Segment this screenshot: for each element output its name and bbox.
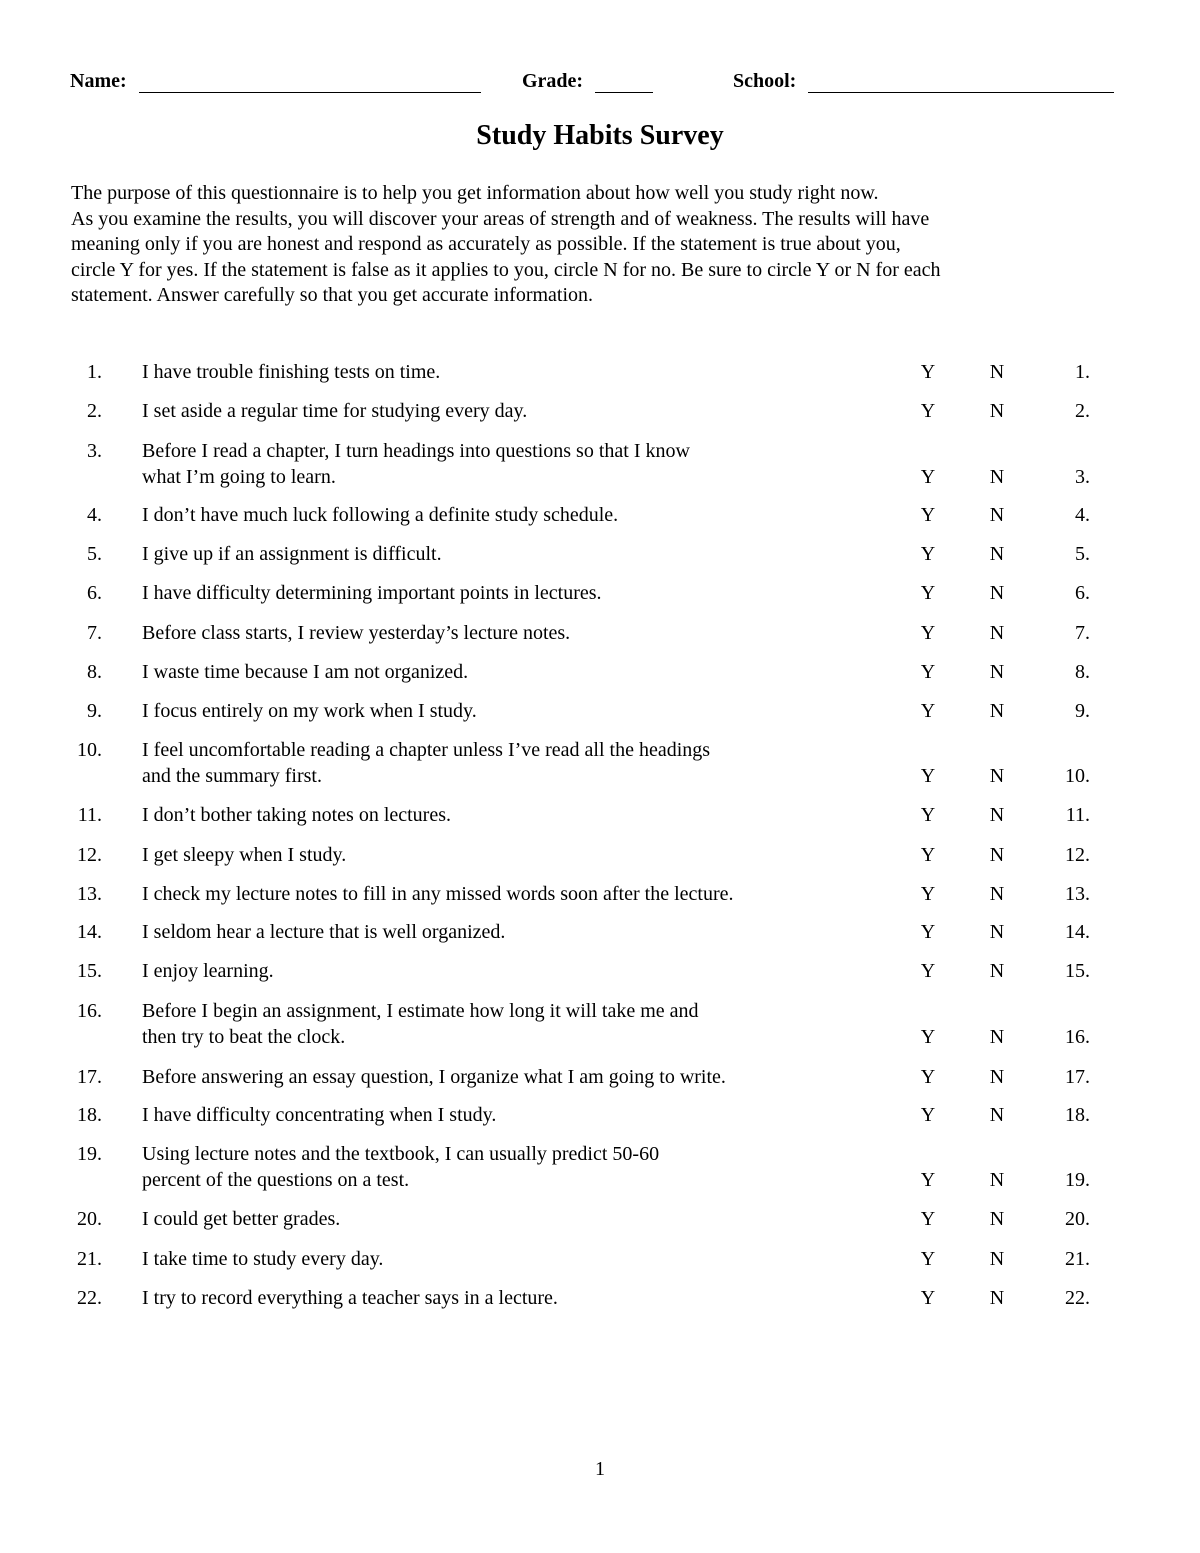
name-blank-line[interactable]: [139, 74, 481, 93]
question-number-right: 17.: [1065, 1066, 1090, 1088]
question-text-line: I set aside a regular time for studying every day.: [142, 400, 528, 422]
question-number: 11.: [77, 804, 102, 826]
no-option[interactable]: N: [989, 1169, 1005, 1191]
no-option[interactable]: N: [989, 361, 1005, 383]
question-number-right: 1.: [1075, 361, 1090, 383]
question-number-right: 2.: [1075, 400, 1090, 422]
question-number: 22.: [77, 1287, 102, 1309]
intro-line: statement. Answer carefully so that you get accurate information.: [71, 284, 594, 306]
question-text: [142, 541, 862, 567]
question-number-right: 12.: [1065, 844, 1090, 866]
question-text: [142, 698, 862, 724]
question-text: [142, 580, 862, 606]
question-text-line: I waste time because I am not organized.: [142, 661, 469, 683]
no-option[interactable]: N: [989, 504, 1005, 526]
question-number-right: 8.: [1075, 661, 1090, 683]
school-field[interactable]: [733, 70, 1114, 93]
yes-option[interactable]: Y: [920, 466, 936, 488]
yes-option[interactable]: Y: [920, 504, 936, 526]
no-option[interactable]: N: [989, 400, 1005, 422]
question-text-line: I don’t bother taking notes on lectures.: [142, 804, 452, 826]
question-text-line: I get sleepy when I study.: [142, 844, 347, 866]
no-option[interactable]: N: [989, 622, 1005, 644]
question-text-line: I seldom hear a lecture that is well organized.: [142, 921, 506, 943]
yes-option[interactable]: Y: [920, 960, 936, 982]
question-number: 5.: [87, 543, 102, 565]
page-title: Study Habits Survey: [476, 120, 724, 151]
question-number-right: 15.: [1065, 960, 1090, 982]
question-number: 6.: [87, 582, 102, 604]
question-number-right: 14.: [1065, 921, 1090, 943]
question-number-right: 20.: [1065, 1208, 1090, 1230]
question-number: 4.: [87, 504, 102, 526]
question-text-line: Before I read a chapter, I turn headings into questions so that I know: [142, 440, 690, 462]
yes-option[interactable]: Y: [920, 1066, 936, 1088]
question-text-line: what I’m going to learn.: [142, 466, 336, 488]
question-text-line: I enjoy learning.: [142, 960, 274, 982]
yes-option[interactable]: Y: [920, 1026, 936, 1048]
intro-line: meaning only if you are honest and respond as accurately as possible. If the statement is true about you,: [71, 233, 901, 255]
grade-label: Grade:: [522, 70, 584, 92]
yes-option[interactable]: Y: [920, 804, 936, 826]
no-option[interactable]: N: [989, 1208, 1005, 1230]
question-text-line: I try to record everything a teacher says in a lecture.: [142, 1287, 558, 1309]
question-number-right: 22.: [1065, 1287, 1090, 1309]
question-number: 20.: [77, 1208, 102, 1230]
yes-option[interactable]: Y: [920, 765, 936, 787]
no-option[interactable]: N: [989, 1066, 1005, 1088]
question-number-right: 13.: [1065, 883, 1090, 905]
question-text: [142, 881, 862, 907]
header-fields: [70, 70, 1130, 100]
question-text-line: I could get better grades.: [142, 1208, 341, 1230]
name-field[interactable]: [70, 70, 481, 93]
no-option[interactable]: N: [989, 1104, 1005, 1126]
question-text-line: Before answering an essay question, I organize what I am going to write.: [142, 1066, 726, 1088]
no-option[interactable]: N: [989, 543, 1005, 565]
question-text-line: Before I begin an assignment, I estimate how long it will take me and: [142, 1000, 699, 1022]
question-number: 19.: [77, 1143, 102, 1165]
question-number-right: 3.: [1075, 466, 1090, 488]
question-number: 14.: [77, 921, 102, 943]
question-number-right: 10.: [1065, 765, 1090, 787]
question-number-right: 16.: [1065, 1026, 1090, 1048]
intro-paragraph: [71, 181, 1131, 309]
question-text-line: and the summary first.: [142, 765, 322, 787]
question-text-line: I feel uncomfortable reading a chapter unless I’ve read all the headings: [142, 739, 711, 761]
question-text: [142, 1285, 862, 1311]
grade-blank-line[interactable]: [595, 74, 653, 93]
question-number-right: 11.: [1065, 804, 1090, 826]
question-text-line: I give up if an assignment is difficult.: [142, 543, 442, 565]
question-number: 9.: [87, 700, 102, 722]
question-text: [142, 1064, 862, 1090]
question-text: [142, 438, 862, 490]
question-text: [142, 919, 862, 945]
question-text-line: I have difficulty determining important points in lectures.: [142, 582, 602, 604]
name-label: Name:: [70, 70, 127, 92]
question-number: 10.: [77, 739, 102, 761]
question-text: [142, 958, 862, 984]
page-number: 1: [595, 1458, 605, 1480]
question-number: 18.: [77, 1104, 102, 1126]
question-text: [142, 359, 862, 385]
no-option[interactable]: N: [989, 1287, 1005, 1309]
no-option[interactable]: N: [989, 804, 1005, 826]
question-number: 8.: [87, 661, 102, 683]
yes-option[interactable]: Y: [920, 400, 936, 422]
no-option[interactable]: N: [989, 765, 1005, 787]
question-number-right: 19.: [1065, 1169, 1090, 1191]
question-text: [142, 502, 862, 528]
question-text-line: percent of the questions on a test.: [142, 1169, 410, 1191]
question-number: 17.: [77, 1066, 102, 1088]
question-number: 2.: [87, 400, 102, 422]
question-text-line: I focus entirely on my work when I study.: [142, 700, 477, 722]
question-text-line: Before class starts, I review yesterday’s lecture notes.: [142, 622, 571, 644]
no-option[interactable]: N: [989, 1248, 1005, 1270]
yes-option[interactable]: Y: [920, 582, 936, 604]
no-option[interactable]: N: [989, 1026, 1005, 1048]
question-text: [142, 1102, 862, 1128]
yes-option[interactable]: Y: [920, 883, 936, 905]
question-text: [142, 659, 862, 685]
question-number-right: 4.: [1075, 504, 1090, 526]
question-text-line: then try to beat the clock.: [142, 1026, 346, 1048]
no-option[interactable]: N: [989, 582, 1005, 604]
question-text: [142, 1141, 862, 1193]
no-option[interactable]: N: [989, 661, 1005, 683]
yes-option[interactable]: Y: [920, 1208, 936, 1230]
question-text: [142, 842, 862, 868]
question-text-line: I take time to study every day.: [142, 1248, 384, 1270]
no-option[interactable]: N: [989, 883, 1005, 905]
question-number: 1.: [87, 361, 102, 383]
yes-option[interactable]: Y: [920, 1169, 936, 1191]
question-number: 16.: [77, 1000, 102, 1022]
school-blank-line[interactable]: [808, 74, 1114, 93]
yes-option[interactable]: Y: [920, 361, 936, 383]
intro-line: As you examine the results, you will discover your areas of strength and of weakness. The results will have: [71, 207, 930, 230]
question-number-right: 21.: [1065, 1248, 1090, 1270]
question-number: 7.: [87, 622, 102, 644]
question-text-line: Using lecture notes and the textbook, I can usually predict 50-60: [142, 1143, 660, 1165]
yes-option[interactable]: Y: [920, 844, 936, 866]
no-option[interactable]: N: [989, 466, 1005, 488]
question-number-right: 5.: [1075, 543, 1090, 565]
grade-field[interactable]: [522, 70, 653, 93]
question-text: [142, 1206, 862, 1232]
question-number: 21.: [77, 1248, 102, 1270]
question-number-right: 9.: [1075, 700, 1090, 722]
question-text-line: I don’t have much luck following a definite study schedule.: [142, 504, 619, 526]
yes-option[interactable]: Y: [920, 622, 936, 644]
question-text-line: I have difficulty concentrating when I study.: [142, 1104, 497, 1126]
no-option[interactable]: N: [989, 700, 1005, 722]
yes-option[interactable]: Y: [920, 1287, 936, 1309]
intro-line: circle Y for yes. If the statement is false as it applies to you, circle N for no. Be sure to circle Y or N for each: [71, 258, 941, 281]
question-text: [142, 620, 862, 646]
question-text: [142, 998, 862, 1050]
yes-option[interactable]: Y: [920, 543, 936, 565]
question-text: [142, 737, 862, 789]
question-text: [142, 398, 862, 424]
yes-option[interactable]: Y: [920, 700, 936, 722]
question-number-right: 18.: [1065, 1104, 1090, 1126]
yes-option[interactable]: Y: [920, 661, 936, 683]
question-number-right: 7.: [1075, 622, 1090, 644]
no-option[interactable]: N: [989, 921, 1005, 943]
school-label: School:: [733, 70, 797, 92]
intro-line: The purpose of this questionnaire is to help you get information about how well you study right now.: [71, 182, 879, 204]
question-number: 3.: [87, 440, 102, 462]
no-option[interactable]: N: [989, 960, 1005, 982]
yes-option[interactable]: Y: [920, 1104, 936, 1126]
question-number-right: 6.: [1075, 582, 1090, 604]
question-number: 12.: [77, 844, 102, 866]
yes-option[interactable]: Y: [920, 921, 936, 943]
question-number: 15.: [77, 960, 102, 982]
question-number: 13.: [77, 883, 102, 905]
question-text-line: I have trouble finishing tests on time.: [142, 361, 441, 383]
no-option[interactable]: N: [989, 844, 1005, 866]
yes-option[interactable]: Y: [920, 1248, 936, 1270]
question-text: [142, 802, 862, 828]
question-text: [142, 1246, 862, 1272]
question-text-line: I check my lecture notes to fill in any missed words soon after the lecture.: [142, 883, 734, 905]
